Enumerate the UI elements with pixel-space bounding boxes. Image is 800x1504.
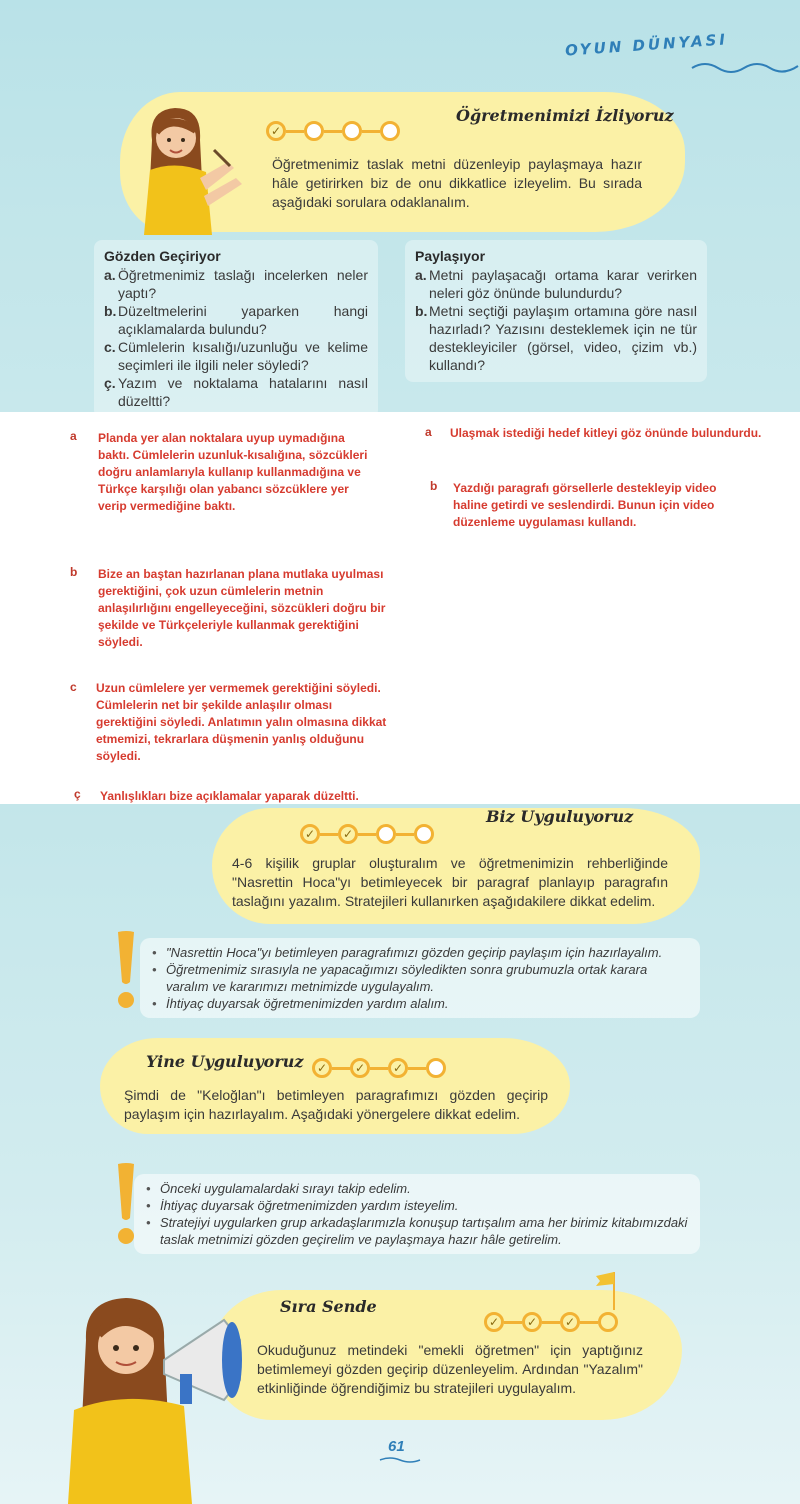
progress-line <box>320 833 338 836</box>
check-icon: ✓ <box>354 1061 366 1075</box>
review-question <box>104 302 368 338</box>
progress-step-done <box>350 1058 370 1078</box>
progress-step <box>414 824 434 844</box>
progress-line <box>358 833 376 836</box>
answer-text: Yazdığı paragrafı görsellerle destekleyip video haline getirdi ve seslendirdi. Bunun için video düzenleme uygulaması kullandı. <box>453 481 717 529</box>
question-key: b. <box>415 303 428 319</box>
section3-intro: Şimdi de "Keloğlan"ı betimleyen paragrafımızı gözden geçirip paylaşım için hazırlayalım. Aşağıdaki yönergelere dikkat edelim. <box>124 1087 548 1122</box>
progress-line <box>580 1321 598 1324</box>
check-icon: ✓ <box>270 124 282 138</box>
question-key: c. <box>104 339 116 355</box>
answer-key: a <box>70 429 77 443</box>
answer-key: a <box>425 425 432 439</box>
answer-key: b <box>70 565 78 579</box>
share-card-title: Paylaşıyor <box>415 248 486 264</box>
header-label: OYUN DÜNYASI <box>564 30 729 60</box>
answer-text: Yanlışlıkları bize açıklamalar yaparak düzeltti. <box>100 789 359 803</box>
section2-progress <box>300 824 434 844</box>
share-question <box>415 302 697 374</box>
progress-step-done <box>522 1312 542 1332</box>
progress-line <box>370 1067 388 1070</box>
progress-line <box>324 130 342 133</box>
progress-step <box>304 121 324 141</box>
check-icon: ✓ <box>342 827 354 841</box>
progress-line <box>504 1321 522 1324</box>
note-item: • "Nasrettin Hoca"yı betimleyen paragrafımızı gözden geçirip paylaşım için hazırlayalım. <box>152 944 688 961</box>
answer-text: Ulaşmak istediği hedef kitleyi göz önünde bulundurdu. <box>450 426 762 440</box>
review-question <box>104 338 368 374</box>
section4-progress <box>484 1312 618 1332</box>
note-item: • Stratejiyi uygularken grup arkadaşlarımızla konuşup tartışalım ama her birimiz kitabımızdaki taslak metnimizi gözden geçirelim ve paylaşmaya hazır hâle getirelim. <box>146 1214 688 1248</box>
share-question <box>415 266 697 302</box>
section1-progress <box>266 121 400 141</box>
progress-line <box>362 130 380 133</box>
note-item: • Önceki uygulamalardaki sırayı takip edelim. <box>146 1180 688 1197</box>
question-key: a. <box>415 267 427 283</box>
review-question <box>104 266 368 302</box>
check-icon: ✓ <box>304 827 316 841</box>
answer-key: ç <box>74 787 81 801</box>
header-wave-decoration <box>690 58 800 74</box>
question-text: Yazım ve noktalama hatalarını nasıl düzeltti? <box>118 375 368 409</box>
question-text: Metni paylaşacağı ortama karar verirken neleri göz önünde bulundurdu? <box>429 267 697 301</box>
progress-line <box>286 130 304 133</box>
note-item: • Öğretmenimiz sırasıyla ne yapacağımızı söyledikten sonra grubumuzla ortak karara varalım ve kararımızı metnimizde uygulayalım. <box>152 961 688 995</box>
progress-step <box>342 121 362 141</box>
question-text: Metni seçtiği paylaşım ortamına göre nasıl hazırladı? Yazısını desteklemek için ne tür destekleyiciler (görsel, video, çizim vb.) kullandı? <box>429 303 697 373</box>
section1-intro: Öğretmenimiz taslak metni düzenleyip paylaşmaya hazır hâle getirirken biz de onu dikkatlice izleyelim. Bu sırada aşağıdaki sorulara odaklanalım. <box>272 156 642 210</box>
check-icon: ✓ <box>564 1315 576 1329</box>
progress-step <box>380 121 400 141</box>
progress-line <box>408 1067 426 1070</box>
section1-title: Öğretmenimizi İzliyoruz <box>456 106 674 125</box>
progress-step-done <box>598 1312 618 1332</box>
progress-step-done <box>266 121 286 141</box>
question-text: Cümlelerin kısalığı/uzunluğu ve kelime seçimleri ile ilgili neler söyledi? <box>118 339 368 373</box>
answer-text: Bize an baştan hazırlanan plana mutlaka uyulması gerektiğini, çok uzun cümlelerin metnin anlaşılırlığını engelleyeceğini, sözcükleri doğru bir şekilde ve Türkçeleriyle kullanmak gerektiğini söyledi. <box>98 567 386 649</box>
page-number-wave <box>378 1456 422 1464</box>
review-card <box>94 240 378 418</box>
question-text: Düzeltmelerini yaparken hangi açıklamalarda bulundu? <box>118 303 368 337</box>
share-card <box>405 240 707 382</box>
progress-line <box>396 833 414 836</box>
progress-line <box>332 1067 350 1070</box>
girl-pointing-illustration <box>130 100 260 235</box>
progress-step <box>426 1058 446 1078</box>
progress-step-done <box>484 1312 504 1332</box>
question-key: a. <box>104 267 116 283</box>
answer-text: Uzun cümlelere yer vermemek gerektiğini söyledi. Cümlelerin net bir şekilde anlaşılır olması gerektiğini söyledi. Anlatımın yalın olmasına dikkat etmemizi, tekrarlara düşmenin yanlış olduğunu söyledi. <box>96 681 387 763</box>
note-item: • İhtiyaç duyarsak öğretmenimizden yardım alalım. <box>152 995 688 1012</box>
section3-title: Yine Uyguluyoruz <box>146 1052 304 1071</box>
section4-intro: Okuduğunuz metindeki "emekli öğretmen" için yaptığınız betimlemeyi gözden geçirip düzenleyelim. Ardından "Yazalım" etkinliğinde öğrendiğimiz bu stratejileri uygulayalım. <box>257 1342 643 1396</box>
progress-step-done <box>560 1312 580 1332</box>
progress-step-done <box>388 1058 408 1078</box>
progress-step <box>376 824 396 844</box>
progress-line <box>542 1321 560 1324</box>
progress-step-done <box>312 1058 332 1078</box>
review-question <box>104 374 368 410</box>
answer-key: b <box>430 479 438 493</box>
check-icon: ✓ <box>526 1315 538 1329</box>
answer-key: c <box>70 680 77 694</box>
section2-notes <box>140 938 700 1018</box>
question-key: ç. <box>104 375 116 391</box>
flag-icon <box>594 1270 624 1310</box>
question-key: b. <box>104 303 117 319</box>
exclamation-icon <box>112 930 140 1012</box>
section4-title: Sıra Sende <box>280 1297 377 1316</box>
girl-megaphone-illustration <box>64 1290 254 1504</box>
section3-progress <box>312 1058 446 1078</box>
question-text: Öğretmenimiz taslağı incelerken neler yaptı? <box>118 267 368 301</box>
progress-step-done <box>338 824 358 844</box>
check-icon: ✓ <box>316 1061 328 1075</box>
page-number: 61 <box>388 1438 405 1455</box>
check-icon: ✓ <box>488 1315 500 1329</box>
check-icon: ✓ <box>392 1061 404 1075</box>
answer-text: Planda yer alan noktalara uyup uymadığına baktı. Cümlelerin uzunluk-kısalığına, sözcükleri doğru anlamlarıyla kullanıp kullanmadığına ve Türkçe karşılığı olan yabancı sözcüklere yer verip vermediğine baktı. <box>98 431 368 513</box>
progress-step-done <box>300 824 320 844</box>
section3-notes <box>134 1174 700 1254</box>
review-card-title: Gözden Geçiriyor <box>104 248 221 264</box>
section2-title: Biz Uyguluyoruz <box>486 807 634 826</box>
section2-intro: 4-6 kişilik gruplar oluşturalım ve öğretmenimizin rehberliğinde "Nasrettin Hoca"yı betimleyecek bir paragraf planlayıp paragrafın taslağını yazalım. Stratejileri kullanırken aşağıdakilere dikkat edelim. <box>232 855 668 909</box>
note-item: • İhtiyaç duyarsak öğretmenimizden yardım isteyelim. <box>146 1197 688 1214</box>
